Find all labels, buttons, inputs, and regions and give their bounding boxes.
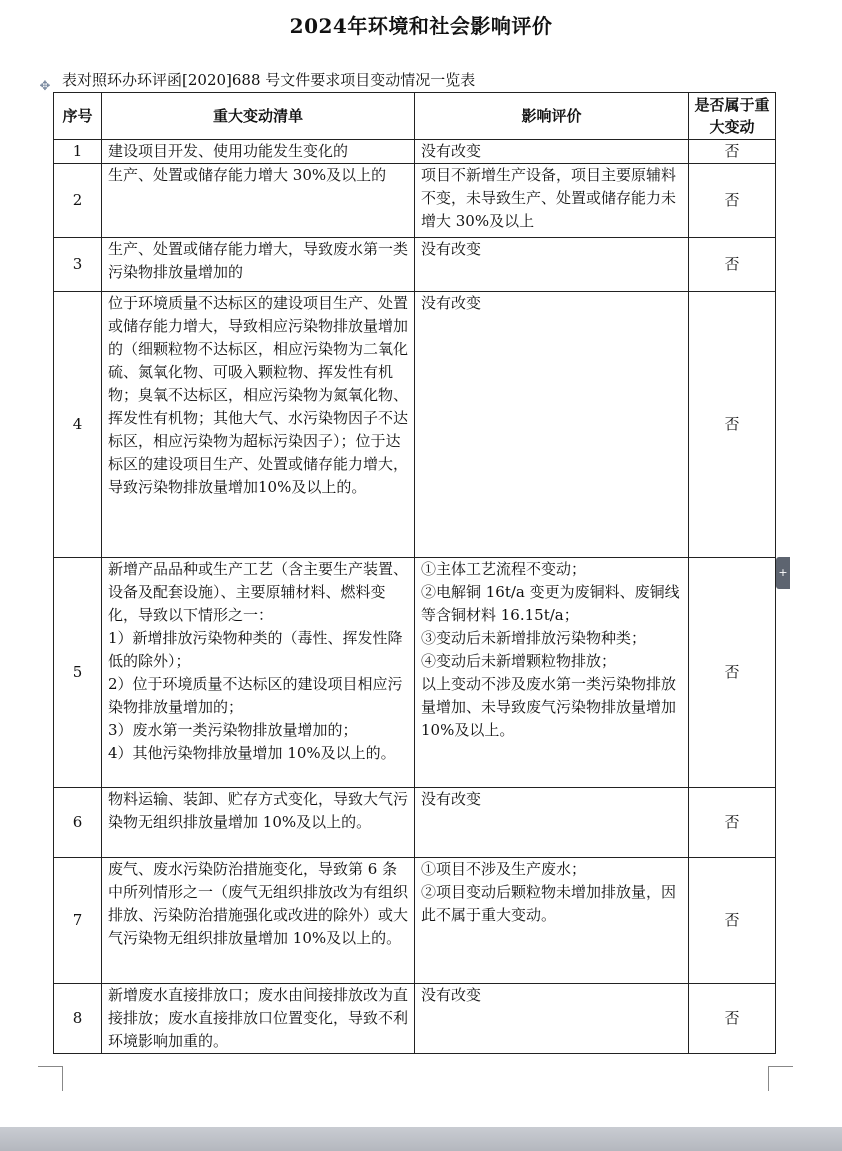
table-row bbox=[54, 238, 776, 292]
row-item bbox=[102, 558, 415, 788]
row-impact bbox=[415, 292, 689, 558]
row-item-text: 新增产品品种或生产工艺（含主要生产装置、设备及配套设施）、主要原辅材料、燃料变化，导致以下情形之一： bbox=[108, 560, 409, 624]
row-index: 5 bbox=[54, 558, 102, 788]
row-impact-text: ②项目变动后颗粒物未增加排放量，因此不属于重大变动。 bbox=[421, 883, 677, 924]
row-index: 3 bbox=[54, 238, 102, 292]
row-item-text: 2）位于环境质量不达标区的建设项目相应污染物排放量增加的； bbox=[108, 675, 403, 716]
header-item: 重大变动清单 bbox=[102, 93, 415, 140]
row-item-text: 生产、处置或储存能力增大，导致废水第一类污染物排放量增加的 bbox=[108, 240, 409, 281]
row-index: 1 bbox=[54, 140, 102, 164]
row-major: 否 bbox=[689, 292, 776, 558]
move-anchor-icon[interactable]: ✥ bbox=[39, 79, 51, 94]
row-item-text: 生产、处置或储存能力增大 30%及以上的 bbox=[108, 166, 387, 184]
header-index: 序号 bbox=[54, 93, 102, 140]
row-impact bbox=[415, 164, 689, 238]
row-major: 否 bbox=[689, 140, 776, 164]
row-major: 否 bbox=[689, 238, 776, 292]
bottom-scroll-area[interactable] bbox=[0, 1127, 842, 1151]
row-impact-text: 项目不新增生产设备，项目主要原辅料不变，未导致生产、处置或储存能力未增大 30%及以上 bbox=[421, 166, 677, 230]
row-item-text: 废气、废水污染防治措施变化，导致第 6 条中所列情形之一（废气无组织排放改为有组织排放、污染防治措施强化或改进的除外）或大气污染物无组织排放量增加 10%及以上的。 bbox=[108, 860, 409, 947]
page-corner-mark-left bbox=[38, 1066, 63, 1091]
row-item-text: 物料运输、装卸、贮存方式变化，导致大气污染物无组织排放量增加 10%及以上的。 bbox=[108, 790, 409, 831]
row-item bbox=[102, 164, 415, 238]
row-index: 8 bbox=[54, 984, 102, 1054]
document-title: 2024年环境和社会影响评价 bbox=[289, 14, 553, 38]
row-impact-text: 没有改变 bbox=[421, 240, 482, 258]
row-impact bbox=[415, 984, 689, 1054]
row-index: 2 bbox=[54, 164, 102, 238]
row-impact-text: 没有改变 bbox=[421, 294, 482, 312]
row-impact bbox=[415, 238, 689, 292]
row-item bbox=[102, 292, 415, 558]
row-item bbox=[102, 140, 415, 164]
row-impact bbox=[415, 140, 689, 164]
row-item-text: 3）废水第一类污染物排放量增加的； bbox=[108, 721, 358, 739]
table-row bbox=[54, 788, 776, 858]
row-item-text: 新增废水直接排放口；废水由间接排放改为直接排放；废水直接排放口位置变化，导致不利环境影响加重的。 bbox=[108, 986, 409, 1050]
row-impact bbox=[415, 558, 689, 788]
table-caption: 表对照环办环评函[2020]688 号文件要求项目变动情况一览表 bbox=[62, 71, 476, 89]
table-row bbox=[54, 164, 776, 238]
row-major: 否 bbox=[689, 788, 776, 858]
row-major: 否 bbox=[689, 164, 776, 238]
header-major: 是否属于重大变动 bbox=[689, 93, 776, 140]
table-row bbox=[54, 984, 776, 1054]
row-impact bbox=[415, 858, 689, 984]
table-row bbox=[54, 140, 776, 164]
page-corner-mark-right bbox=[768, 1066, 793, 1091]
table-row bbox=[54, 558, 776, 788]
row-major: 否 bbox=[689, 558, 776, 788]
row-impact-text: 以上变动不涉及废水第一类污染物排放量增加、未导致废气污染物排放量增加 10%及以上。 bbox=[421, 675, 677, 739]
row-item bbox=[102, 858, 415, 984]
header-impact: 影响评价 bbox=[415, 93, 689, 140]
row-impact bbox=[415, 788, 689, 858]
row-impact-text: ②电解铜 16t/a 变更为废铜料、废铜线等含铜材料 16.15t/a； bbox=[421, 583, 680, 624]
row-impact-text: ③变动后未新增排放污染物种类； bbox=[421, 629, 647, 647]
row-item-text: 建设项目开发、使用功能发生变化的 bbox=[108, 142, 349, 160]
table-header-row bbox=[54, 93, 776, 140]
row-major: 否 bbox=[689, 984, 776, 1054]
row-impact-text: ①主体工艺流程不变动； bbox=[421, 560, 587, 578]
row-impact-text: 没有改变 bbox=[421, 986, 482, 1004]
row-item-text: 位于环境质量不达标区的建设项目生产、处置或储存能力增大，导致相应污染物排放量增加的（细颗粒物不达标区，相应污染物为二氧化硫、氮氧化物、可吸入颗粒物、挥发性有机物；臭氧不达标区，相应污染物为氮氧化物、挥发性有机物；其他大气、水污染物因子不达标区，相应污染物为超标污染因子）；位于达标区的建设项目生产、处置或储存能力增大，导致污染物排放量增加10%及以上的。 bbox=[108, 294, 409, 496]
changes-table bbox=[53, 92, 776, 1054]
expand-tab-icon[interactable]: + bbox=[776, 557, 790, 589]
row-index: 6 bbox=[54, 788, 102, 858]
row-impact-text: 没有改变 bbox=[421, 142, 482, 160]
row-item-text: 4）其他污染物排放量增加 10%及以上的。 bbox=[108, 744, 396, 762]
table-row bbox=[54, 858, 776, 984]
row-major: 否 bbox=[689, 858, 776, 984]
row-item bbox=[102, 788, 415, 858]
row-index: 7 bbox=[54, 858, 102, 984]
row-item bbox=[102, 984, 415, 1054]
row-item bbox=[102, 238, 415, 292]
row-index: 4 bbox=[54, 292, 102, 558]
table-row bbox=[54, 292, 776, 558]
row-impact-text: 没有改变 bbox=[421, 790, 482, 808]
row-item-text: 1）新增排放污染物种类的（毒性、挥发性降低的除外）； bbox=[108, 629, 403, 670]
row-impact-text: ①项目不涉及生产废水； bbox=[421, 860, 587, 878]
row-impact-text: ④变动后未新增颗粒物排放； bbox=[421, 652, 617, 670]
